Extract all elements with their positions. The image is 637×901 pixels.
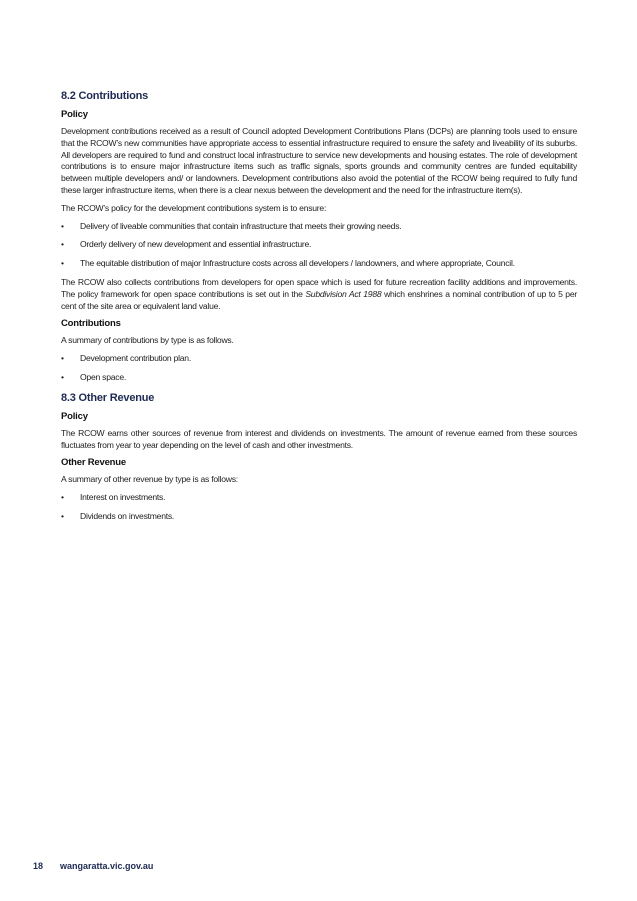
act-name: Subdivision Act 1988 <box>305 288 382 299</box>
other-revenue-heading: Other Revenue <box>61 457 126 469</box>
policy-heading: Policy <box>61 109 88 120</box>
list-item <box>61 511 577 523</box>
bullet-icon: • <box>61 492 64 503</box>
list-item <box>61 492 577 504</box>
bullet-icon: • <box>61 258 64 269</box>
contributions-list <box>61 353 577 384</box>
ensure-list <box>61 221 577 270</box>
bullet-icon: • <box>61 353 64 364</box>
list-item <box>61 258 577 270</box>
document-page <box>61 90 577 530</box>
list-item-text: Development contribution plan. <box>80 353 191 364</box>
list-item-text: Delivery of liveable communities that contain infrastructure that meets their growing needs. <box>80 220 402 231</box>
page-footer <box>33 861 153 871</box>
open-space-text-before: The RCOW also collects contributions from developers for open space which is used for future recreation facility additions and improvements. The policy framework for open space contributions is set out in the <box>61 276 577 299</box>
list-item <box>61 353 577 365</box>
contributions-intro: A summary of contributions by type is as follows. <box>61 335 234 346</box>
policy-paragraph: Development contributions received as a result of Council adopted Development Contributions Plans (DCPs) are planning tools used to ensure that the RCOW’s new communities have appropriate access to essential infrastructure required to ensure the safety and liveability of its suburbs. All developers are required to fund and construct local infrastructure to service new developments and housing estates. The role of development contributions is to ensure major infrastructure items such as traffic signals, sports grounds and community centres are funded equitability between multiple developers and/ or landowners. Development contributions also avoid the potential of the RCOW being required to fully fund these larger infrastructure items, when there is a clear nexus between the development and the need for the infrastructure item(s). <box>61 126 577 195</box>
bullet-icon: • <box>61 220 64 231</box>
other-revenue-list <box>61 492 577 523</box>
list-item-text: Interest on investments. <box>80 492 166 503</box>
footer-website-link[interactable]: wangaratta.vic.gov.au <box>60 861 154 871</box>
other-policy-paragraph: The RCOW earns other sources of revenue from interest and dividends on investments. The amount of revenue earned from these sources fluctuates from year to year depending on the level of cash and other investments. <box>61 427 577 450</box>
bullet-icon: • <box>61 239 64 250</box>
section-heading-other-revenue: 8.3 Other Revenue <box>61 391 155 404</box>
ensure-intro: The RCOW’s policy for the development contributions system is to ensure: <box>61 202 327 213</box>
list-item-text: The equitable distribution of major Infrastructure costs across all developers / landowners, and where appropriate, Council. <box>80 258 515 269</box>
bullet-icon: • <box>61 371 64 382</box>
policy-heading: Policy <box>61 410 88 422</box>
list-item <box>61 372 577 384</box>
list-item-text: Open space. <box>80 371 126 382</box>
bullet-icon: • <box>61 510 64 521</box>
other-revenue-intro: A summary of other revenue by type is as follows: <box>61 474 238 485</box>
open-space-text-after: which enshrines a nominal contribution of up to 5 per cent of the site area or equivalent land value. <box>61 288 577 311</box>
page-number: 18 <box>33 861 44 871</box>
list-item <box>61 221 577 233</box>
list-item <box>61 239 577 251</box>
list-item-text: Dividends on investments. <box>80 510 175 521</box>
contributions-heading: Contributions <box>61 318 121 330</box>
open-space-paragraph <box>61 277 577 312</box>
list-item-text: Orderly delivery of new development and essential infrastructure. <box>80 239 312 250</box>
section-heading-contributions: 8.2 Contributions <box>61 90 149 102</box>
